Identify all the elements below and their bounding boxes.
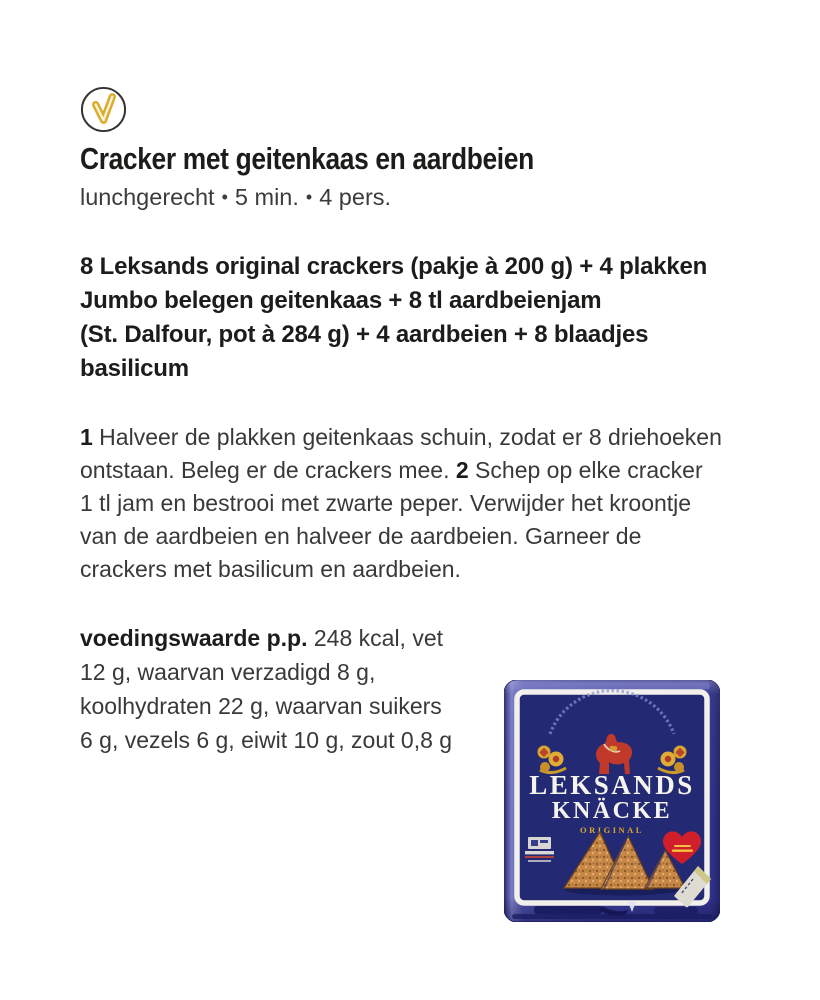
recipe-meta [80, 184, 391, 211]
meta-separator: • [305, 187, 313, 207]
meta-time: 5 min. [234, 184, 299, 210]
brand-line2: KNÄCKE [551, 798, 673, 824]
instructions-text: 1 Halveer de plakken geitenkaas schuin, zodat er 8 driehoeken ontstaan. Beleg er de crackers mee. 2 Schep op elke cracker 1 tl jam en bestrooi met zwarte peper. Verwijder het kroontje van de aardbeien en halveer de aardbeien. Garneer de crackers met basilicum en aardbeien. [80, 424, 722, 582]
recipe-title: Cracker met geitenkaas en aardbeien [80, 141, 534, 176]
check-badge [79, 85, 128, 134]
check-icon [79, 85, 128, 134]
variant-label: ORIGINAL [580, 825, 644, 835]
meta-servings: 4 pers. [319, 184, 392, 210]
meta-separator: • [221, 187, 228, 207]
product-package-illustration [504, 680, 720, 922]
ingredients-text: 8 Leksands original crackers (pakje à 200 g) + 4 plakken Jumbo belegen geitenkaas + 8 tl aardbeienjam (St. Dalfour, pot à 284 g) + 4 aardbeien + 8 blaadjes basilicum [80, 253, 708, 382]
product-photo [504, 680, 720, 922]
nutrition-text: voedingswaarde p.p. 248 kcal, vet 12 g, waarvan verzadigd 8 g, koolhydraten 22 g, waarvan suikers 6 g, vezels 6 g, eiwit 10 g, zout 0,8 g [80, 625, 453, 753]
meta-course: lunchgerecht [80, 184, 215, 210]
brand-line1: LEKSANDS [529, 770, 695, 800]
